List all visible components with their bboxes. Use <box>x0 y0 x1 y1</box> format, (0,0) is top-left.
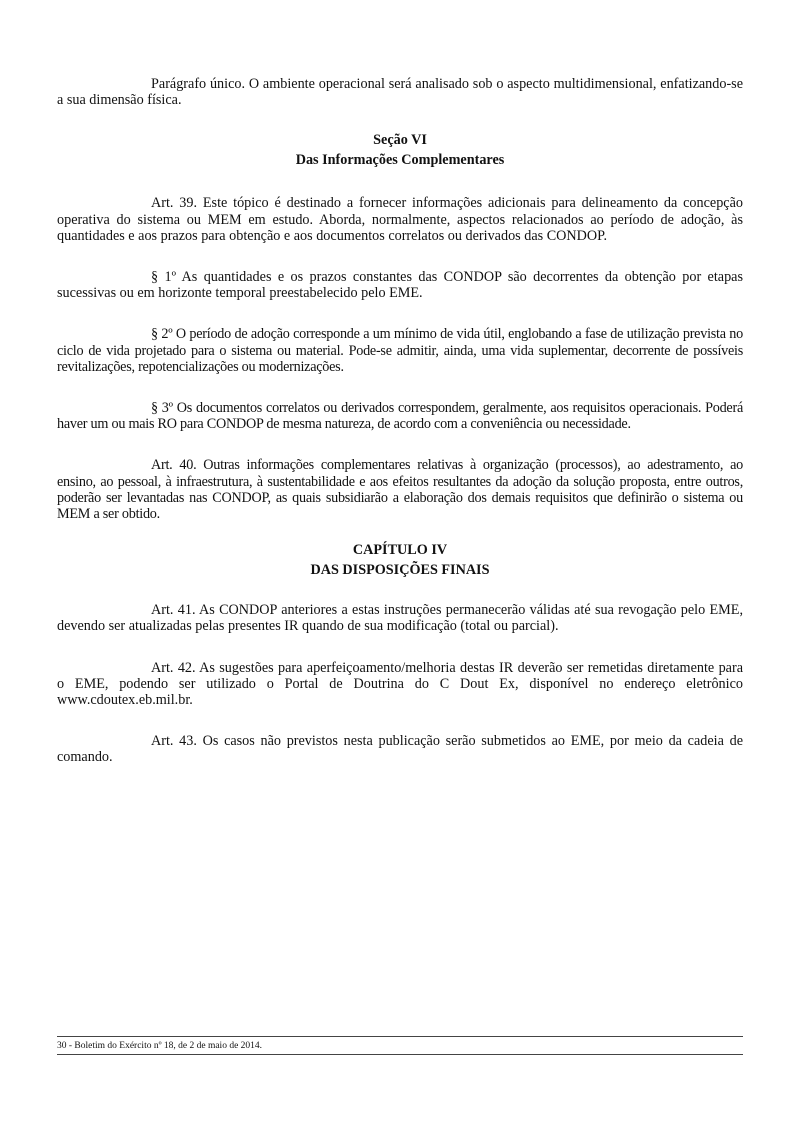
section-heading <box>57 130 743 170</box>
section-title: Das Informações Complementares <box>295 152 505 169</box>
art-42: Art. 42. As sugestões para aperfeiçoamento/melhoria destas IR deverão ser remetidas diretamente para o EME, podendo ser utilizado o Portal de Doutrina do C Dout Ex, disponível no endereço eletrônico www.cdoutex.eb.mil.br. <box>57 659 743 709</box>
chapter-heading <box>57 540 743 580</box>
document-page <box>57 72 743 766</box>
paragrafo-unico: Parágrafo único. O ambiente operacional será analisado sob o aspecto multidimensional, enfatizando-se a sua dimensão física. <box>57 76 743 109</box>
art-41: Art. 41. As CONDOP anteriores a estas instruções permanecerão válidas até sua revogação pelo EME, devendo ser atualizadas pelas presentes IR quando de sua modificação (total ou parcial). <box>57 602 743 635</box>
art-39-paragraph-3: § 3º Os documentos correlatos ou derivados correspondem, geralmente, aos requisitos operacionais. Poderá haver um ou mais RO para CONDOP de mesma natureza, de acordo com a conveniência ou necessidade. <box>57 400 743 433</box>
art-39-paragraph-2: § 2º O período de adoção corresponde a um mínimo de vida útil, englobando a fase de utilização prevista no ciclo de vida projetado para o sistema ou material. Pode-se admitir, ainda, uma vida suplementar, decorrente de possíveis revitalizações, repotencializações ou modernizações. <box>57 326 743 375</box>
chapter-number: CAPÍTULO IV <box>352 542 448 559</box>
art-40: Art. 40. Outras informações complementares relativas à organização (processos), ao adestramento, ao ensino, ao pessoal, à infraestrutura, à sustentabilidade e aos efeitos resultantes da adoção da solução proposta, entre outros, poderão ser levantadas nas CONDOP, as quais subsidiarão a elaboração dos demais requisitos que definirão o sistema ou MEM a ser obtido. <box>57 457 743 523</box>
art-39: Art. 39. Este tópico é destinado a fornecer informações adicionais para delineamento da concepção operativa do sistema ou MEM em estudo. Aborda, normalmente, aspectos relacionados ao período de adoção, às quantidades e aos prazos para obtenção e aos documentos correlatos ou derivados das CONDOP. <box>57 195 743 244</box>
art-39-paragraph-1: § 1º As quantidades e os prazos constantes das CONDOP são decorrentes da obtenção por etapas sucessivas ou em horizonte temporal preestabelecido pelo EME. <box>57 269 743 302</box>
art-43: Art. 43. Os casos não previstos nesta publicação serão submetidos ao EME, por meio da cadeia de comando. <box>57 733 743 766</box>
page-footer <box>57 1036 743 1055</box>
chapter-title: DAS DISPOSIÇÕES FINAIS <box>310 562 490 579</box>
section-number: Seção VI <box>373 132 427 149</box>
footer-text: 30 - Boletim do Exército nº 18, de 2 de maio de 2014. <box>57 1041 263 1051</box>
